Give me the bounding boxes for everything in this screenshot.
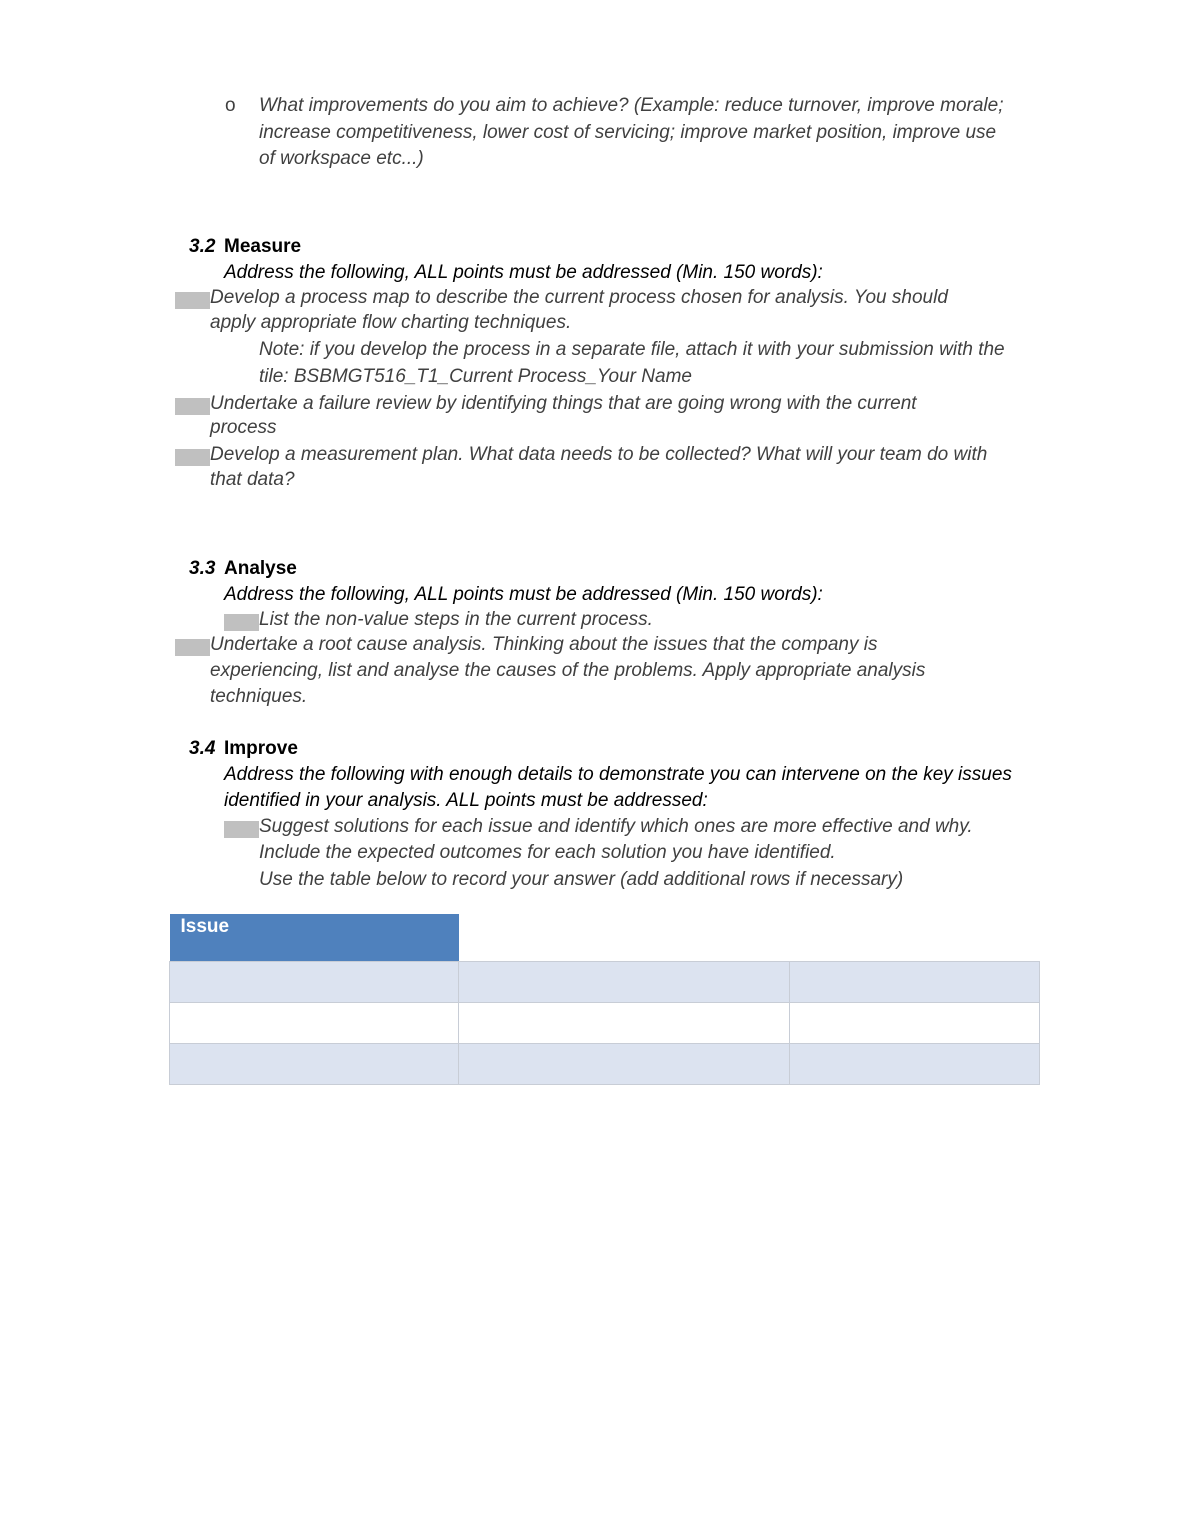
table-header-issue: Issue xyxy=(170,914,459,962)
measure-item2-line-2: process xyxy=(210,417,277,438)
table-cell[interactable] xyxy=(790,1003,1040,1044)
measure-instruction: Address the following, ALL points must be addressed (Min. 150 words): xyxy=(224,262,823,283)
bullet-marker xyxy=(175,398,210,415)
measure-item3-line-1: Develop a measurement plan. What data needs to be collected? What will your team do with xyxy=(210,444,988,465)
section-title-measure: Measure xyxy=(224,236,302,257)
intro-line-1: What improvements do you aim to achieve? (Example: reduce turnover, improve morale; xyxy=(259,95,1004,116)
table-cell[interactable] xyxy=(170,1003,459,1044)
section-number-improve: 3.4 xyxy=(189,738,216,759)
table-header-empty xyxy=(459,914,1040,962)
improve-item1-line-3: Use the table below to record your answer (add additional rows if necessary) xyxy=(259,869,904,890)
table-row xyxy=(170,1003,1040,1044)
section-number-measure: 3.2 xyxy=(189,236,216,257)
improve-item1-line-1: Suggest solutions for each issue and identify which ones are more effective and why. xyxy=(259,816,973,837)
sub-bullet-marker: o xyxy=(225,95,236,116)
table-row xyxy=(170,962,1040,1003)
analyse-item2-line-1: Undertake a root cause analysis. Thinking about the issues that the company is xyxy=(210,634,878,655)
measure-item2-line-1: Undertake a failure review by identifying things that are going wrong with the current xyxy=(210,393,917,414)
table-cell[interactable] xyxy=(459,1044,790,1085)
measure-item1-line-1: Develop a process map to describe the current process chosen for analysis. You should xyxy=(210,287,948,308)
section-number-analyse: 3.3 xyxy=(189,558,216,579)
table-cell[interactable] xyxy=(790,1044,1040,1085)
improve-item1-line-2: Include the expected outcomes for each solution you have identified. xyxy=(259,842,836,863)
bullet-marker xyxy=(175,292,210,309)
bullet-marker xyxy=(175,449,210,466)
table-row xyxy=(170,1044,1040,1085)
bullet-marker xyxy=(175,639,210,656)
measure-item3-line-2: that data? xyxy=(210,469,295,490)
measure-note-line-2: tile: BSBMGT516_T1_Current Process_Your Name xyxy=(259,366,692,387)
issues-table xyxy=(169,914,1040,1085)
bullet-marker xyxy=(224,614,259,631)
table-header-row xyxy=(170,914,1040,962)
analyse-item1: List the non-value steps in the current process. xyxy=(259,609,653,630)
measure-note-line-1: Note: if you develop the process in a separate file, attach it with your submission with the xyxy=(259,339,1005,360)
bullet-marker xyxy=(224,821,259,838)
table-cell[interactable] xyxy=(459,1003,790,1044)
analyse-instruction: Address the following, ALL points must be addressed (Min. 150 words): xyxy=(224,584,823,605)
measure-item1-line-2: apply appropriate flow charting techniques. xyxy=(210,312,572,333)
improve-instruction-line-2: identified in your analysis. ALL points must be addressed: xyxy=(224,790,708,811)
table-cell[interactable] xyxy=(170,1044,459,1085)
improve-instruction-line-1: Address the following with enough details to demonstrate you can intervene on the key issues xyxy=(224,764,1012,785)
intro-line-3: of workspace etc...) xyxy=(259,148,424,169)
table-cell[interactable] xyxy=(459,962,790,1003)
intro-line-2: increase competitiveness, lower cost of servicing; improve market position, improve use xyxy=(259,122,997,143)
table-cell[interactable] xyxy=(170,962,459,1003)
table-cell[interactable] xyxy=(790,962,1040,1003)
section-title-improve: Improve xyxy=(224,738,298,759)
analyse-item2-line-2: experiencing, list and analyse the causes of the problems. Apply appropriate analysis xyxy=(210,660,926,681)
section-title-analyse: Analyse xyxy=(224,558,297,579)
analyse-item2-line-3: techniques. xyxy=(210,686,308,707)
